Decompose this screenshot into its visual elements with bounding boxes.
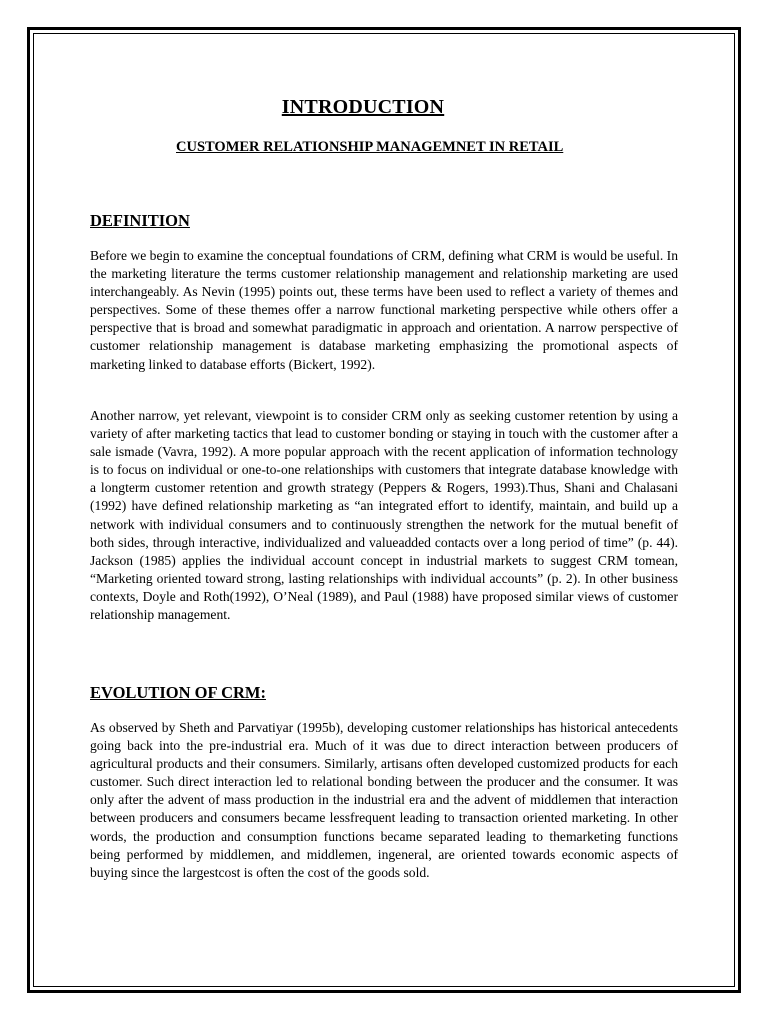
definition-paragraph-2: Another narrow, yet relevant, viewpoint is to consider CRM only as seeking customer retention by using a variety of after marketing tactics that lead to customer bonding or staying in touch with the customer after a sale ismade (Vavra, 1992). A more popular approach with the recent application of information technology is to focus on individual or one-to-one relationships with customers that integrate database knowledge with a longterm customer retention and growth strategy (Peppers & Rogers, 1993).Thus, Shani and Chalasani (1992) have defined relationship marketing as “an integrated effort to identify, maintain, and build up a network with individual consumers and to continuously strengthen the network for the mutual benefit of both sides, through interactive, individualized and valueadded contacts over a long period of time” (p. 44). Jackson (1985) applies the individual account concept in industrial markets to suggest CRM tomean, “Marketing oriented toward strong, lasting relationships with individual accounts” (p. 2). In other business contexts, Doyle and Roth(1992), O’Neal (1989), and Paul (1988) have proposed similar views of customer relationship management. [90, 408, 678, 623]
section-heading-evolution: EVOLUTION OF CRM: [90, 683, 266, 702]
evolution-paragraph-1: As observed by Sheth and Parvatiyar (1995b), developing customer relationships has historical antecedents going back into the pre-industrial era. Much of it was due to direct interaction between producers of agricultural products and their consumers. Similarly, artisans often developed customized products for each customer. Such direct interaction led to relational bonding between the producer and the consumer. It was only after the advent of mass production in the industrial era and the advent of middlemen that interaction between producers and consumers became lessfrequent leading to transaction oriented marketing. In other words, the production and consumption functions became separated leading to themarketing functions being performed by middlemen, and middlemen, ingeneral, are oriented towards economic aspects of buying since the largestcost is often the cost of the goods sold. [90, 720, 678, 880]
section-heading-definition: DEFINITION [90, 211, 190, 230]
page-subtitle: CUSTOMER RELATIONSHIP MANAGEMNET IN RETAIL [176, 139, 564, 155]
definition-paragraph-1: Before we begin to examine the conceptual foundations of CRM, defining what CRM is would be useful. In the marketing literature the terms customer relationship management and relationship marketing are used interchangeably. As Nevin (1995) points out, these terms have been used to reflect a variety of themes and perspectives. Some of these themes offer a narrow functional marketing perspective while others offer a perspective that is broad and somewhat paradigmatic in approach and orientation. A narrow perspective of customer relationship management is database marketing emphasizing the promotional aspects of marketing linked to database efforts (Bickert, 1992). [90, 248, 678, 372]
page-title: INTRODUCTION [281, 96, 445, 118]
